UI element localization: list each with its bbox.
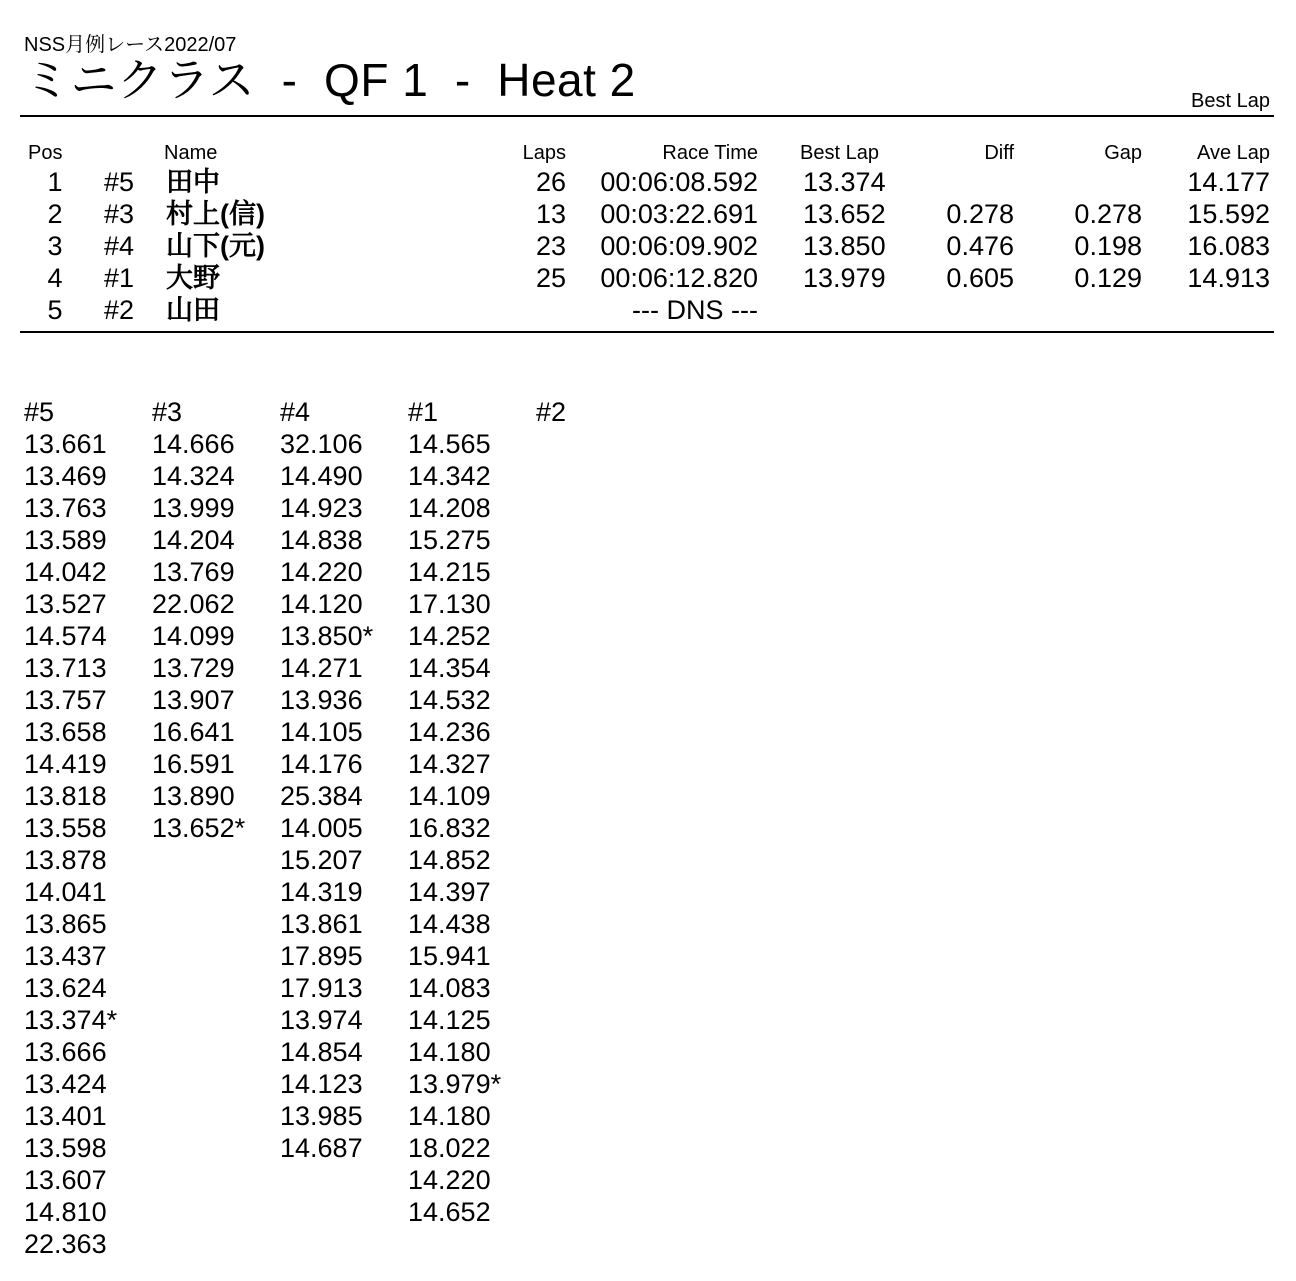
result-laps: 25 (535, 263, 566, 293)
lap-time: 13.607 (24, 1165, 107, 1195)
lap-time: 13.624 (24, 973, 107, 1003)
lap-time: 13.437 (24, 941, 107, 971)
lap-time: 14.810 (24, 1197, 107, 1227)
lap-time: 13.713 (24, 653, 107, 683)
result-laps: 26 (535, 167, 566, 197)
top-divider (20, 115, 1274, 117)
lap-time: 13.763 (24, 493, 107, 523)
lap-time: 14.838 (280, 525, 363, 555)
lap-time: 13.769 (152, 557, 235, 587)
lap-time: 14.120 (280, 589, 363, 619)
result-race-time: 00:03:22.691 (600, 199, 758, 229)
result-pos: 1 (47, 167, 63, 197)
lap-time: 13.818 (24, 781, 107, 811)
lap-time: 14.923 (280, 493, 363, 523)
lap-time: 32.106 (280, 429, 363, 459)
result-driver-name: 大野 (166, 263, 220, 293)
result-diff: 0.605 (946, 263, 1014, 293)
lap-time: 14.852 (408, 845, 491, 875)
result-diff: 0.278 (946, 199, 1014, 229)
result-best-lap: 13.850 (803, 231, 886, 261)
lap-time: 13.424 (24, 1069, 107, 1099)
lap-time: 13.374* (24, 1005, 118, 1035)
results-table (0, 140, 1296, 326)
lap-time: 14.042 (24, 557, 107, 587)
lap-column-car-number: #4 (280, 397, 311, 427)
lap-time: 17.913 (280, 973, 363, 1003)
lap-time: 13.527 (24, 589, 107, 619)
lap-time: 14.652 (408, 1197, 491, 1227)
result-gap: 0.278 (1074, 199, 1142, 229)
lap-time: 14.005 (280, 813, 363, 843)
lap-time: 16.641 (152, 717, 235, 747)
result-row (0, 198, 1296, 230)
result-laps: 23 (535, 231, 566, 261)
lap-time: 14.099 (152, 621, 235, 651)
lap-time: 14.687 (280, 1133, 363, 1163)
result-race-time: 00:06:09.902 (600, 231, 758, 261)
lap-time: 17.895 (280, 941, 363, 971)
result-car-number: #5 (104, 167, 135, 197)
lap-column (280, 396, 408, 1164)
lap-time: 13.757 (24, 685, 107, 715)
lap-time: 18.022 (408, 1133, 491, 1163)
result-ave-lap: 15.592 (1187, 199, 1270, 229)
result-gap: 0.198 (1074, 231, 1142, 261)
lap-time: 13.401 (24, 1101, 107, 1131)
lap-time: 14.327 (408, 749, 491, 779)
bottom-divider (20, 331, 1274, 333)
lap-time: 13.850* (280, 621, 374, 651)
result-driver-name: 山田 (166, 295, 220, 325)
lap-time: 14.204 (152, 525, 235, 555)
lap-time: 13.558 (24, 813, 107, 843)
lap-time: 14.176 (280, 749, 363, 779)
lap-time: 13.890 (152, 781, 235, 811)
lap-time: 14.271 (280, 653, 363, 683)
lap-time: 15.941 (408, 941, 491, 971)
header-gap: Gap (1104, 142, 1142, 164)
lap-time: 14.319 (280, 877, 363, 907)
result-best-lap: 13.979 (803, 263, 886, 293)
event-name: NSS月例レース2022/07 (24, 34, 237, 56)
lap-time: 13.666 (24, 1037, 107, 1067)
lap-time: 14.574 (24, 621, 107, 651)
result-driver-name: 田中 (166, 167, 220, 197)
result-pos: 2 (47, 199, 63, 229)
header-pos: Pos (28, 142, 63, 164)
lap-time: 14.220 (408, 1165, 491, 1195)
page-title: ミニクラス - QF 1 - Heat 2 (24, 54, 636, 106)
lap-time: 14.532 (408, 685, 491, 715)
lap-column-car-number: #5 (24, 397, 55, 427)
lap-time: 14.666 (152, 429, 235, 459)
lap-time: 13.589 (24, 525, 107, 555)
lap-time: 14.236 (408, 717, 491, 747)
result-pos: 4 (47, 263, 63, 293)
result-diff: 0.476 (946, 231, 1014, 261)
lap-time: 13.861 (280, 909, 363, 939)
lap-time: 13.661 (24, 429, 107, 459)
lap-time: 14.490 (280, 461, 363, 491)
result-best-lap: 13.652 (803, 199, 886, 229)
lap-time: 22.062 (152, 589, 235, 619)
result-ave-lap: 14.177 (1187, 167, 1270, 197)
lap-column (408, 396, 536, 1228)
lap-time: 13.729 (152, 653, 235, 683)
lap-time: 13.598 (24, 1133, 107, 1163)
result-ave-lap: 16.083 (1187, 231, 1270, 261)
lap-column-car-number: #3 (152, 397, 183, 427)
header-name: Name (164, 142, 218, 164)
result-row (0, 294, 1296, 326)
result-laps: 13 (535, 199, 566, 229)
lap-time: 16.591 (152, 749, 235, 779)
lap-time: 14.041 (24, 877, 107, 907)
lap-time: 13.865 (24, 909, 107, 939)
result-gap: 0.129 (1074, 263, 1142, 293)
result-car-number: #1 (104, 263, 135, 293)
lap-time: 17.130 (408, 589, 491, 619)
lap-column-car-number: #1 (408, 397, 439, 427)
lap-time: 14.324 (152, 461, 235, 491)
result-car-number: #3 (104, 199, 135, 229)
sort-label: Best Lap (1191, 90, 1270, 112)
result-car-number: #4 (104, 231, 135, 261)
lap-time: 15.207 (280, 845, 363, 875)
result-row (0, 230, 1296, 262)
result-best-lap: 13.374 (803, 167, 886, 197)
result-race-time: 00:06:08.592 (600, 167, 758, 197)
lap-time: 15.275 (408, 525, 491, 555)
results-header-row (0, 140, 1296, 166)
result-pos: 5 (47, 295, 63, 325)
lap-column-car-number: #2 (536, 397, 567, 427)
lap-time: 13.979* (408, 1069, 502, 1099)
lap-time: 14.438 (408, 909, 491, 939)
result-driver-name: 村上(信) (166, 199, 265, 229)
lap-time: 16.832 (408, 813, 491, 843)
lap-time: 13.999 (152, 493, 235, 523)
lap-time: 14.419 (24, 749, 107, 779)
lap-time: 13.936 (280, 685, 363, 715)
lap-time: 13.469 (24, 461, 107, 491)
header-ave-lap: Ave Lap (1196, 142, 1270, 164)
lap-time: 14.083 (408, 973, 491, 1003)
lap-time: 14.215 (408, 557, 491, 587)
lap-time: 14.105 (280, 717, 363, 747)
header-diff: Diff (984, 142, 1014, 164)
result-car-number: #2 (104, 295, 135, 325)
lap-time: 13.907 (152, 685, 235, 715)
lap-time: 13.985 (280, 1101, 363, 1131)
lap-time: 13.878 (24, 845, 107, 875)
lap-time: 14.123 (280, 1069, 363, 1099)
lap-time: 14.565 (408, 429, 491, 459)
lap-time: 13.652* (152, 813, 246, 843)
lap-time: 22.363 (24, 1229, 107, 1259)
lap-time: 14.220 (280, 557, 363, 587)
result-row (0, 166, 1296, 198)
lap-time: 14.397 (408, 877, 491, 907)
result-row (0, 262, 1296, 294)
result-driver-name: 山下(元) (166, 231, 265, 261)
lap-time: 14.854 (280, 1037, 363, 1067)
lap-column (152, 396, 280, 844)
lap-time: 14.208 (408, 493, 491, 523)
lap-time: 13.658 (24, 717, 107, 747)
lap-time: 14.252 (408, 621, 491, 651)
lap-column (536, 396, 664, 428)
lap-time: 14.109 (408, 781, 491, 811)
header-laps: Laps (522, 142, 566, 164)
lap-time: 14.180 (408, 1037, 491, 1067)
result-race-time: 00:06:12.820 (600, 263, 758, 293)
lap-time: 13.974 (280, 1005, 363, 1035)
lap-time: 25.384 (280, 781, 363, 811)
result-pos: 3 (47, 231, 63, 261)
lap-time: 14.354 (408, 653, 491, 683)
header-best-lap: Best Lap (800, 142, 879, 164)
lap-time: 14.125 (408, 1005, 491, 1035)
result-ave-lap: 14.913 (1187, 263, 1270, 293)
lap-time: 14.342 (408, 461, 491, 491)
header-race-time: Race Time (662, 142, 758, 164)
lap-column (24, 396, 152, 1260)
lap-time: 14.180 (408, 1101, 491, 1131)
result-race-time: --- DNS --- (632, 295, 758, 325)
